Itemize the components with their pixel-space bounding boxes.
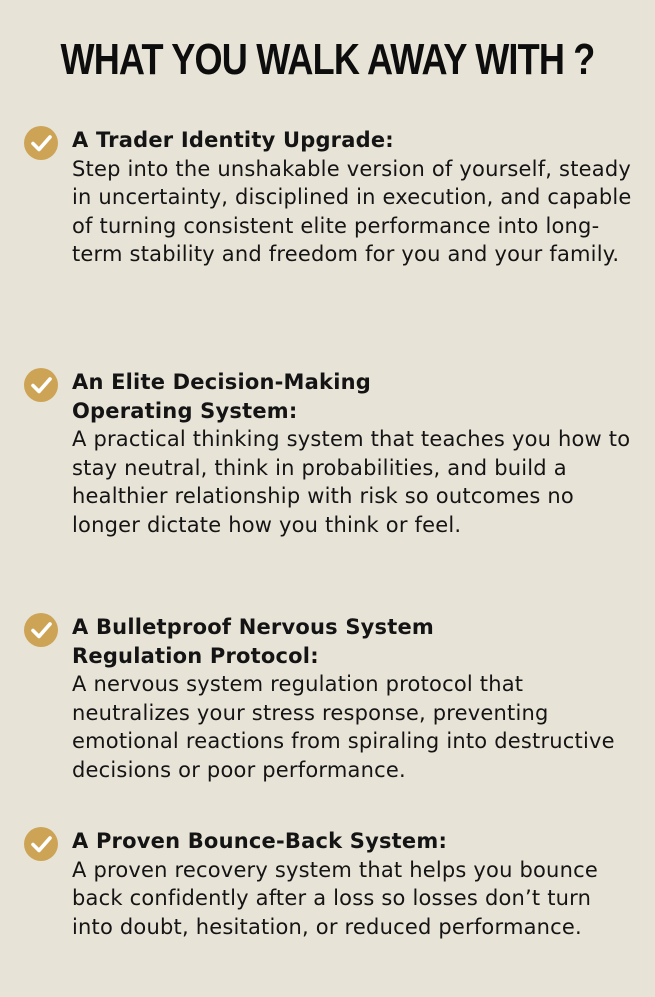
benefit-title: A Bulletproof Nervous System Regulation Protocol: (72, 615, 435, 668)
check-circle-icon (24, 827, 58, 861)
page-title: WHAT YOU WALK AWAY WITH ? (60, 35, 595, 84)
check-circle-icon (24, 368, 58, 402)
benefit-text (72, 613, 632, 784)
benefit-text (72, 126, 642, 269)
benefit-text (72, 827, 617, 941)
benefit-title: A Trader Identity Upgrade: (72, 128, 394, 152)
benefit-description: A nervous system regulation protocol that neutralizes your stress response, preventing emotional reactions from spiraling into destructive decisions or poor performance. (72, 672, 615, 782)
benefit-title: An Elite Decision-Making Operating System: (72, 370, 371, 423)
benefit-description: Step into the unshakable version of yourself, steady in uncertainty, disciplined in execution, and capable of turning consistent elite performance into long-term stability and freedom for you and your family. (72, 156, 632, 266)
benefit-text (72, 368, 632, 539)
check-circle-icon (24, 126, 58, 160)
benefit-description: A proven recovery system that helps you bounce back confidently after a loss so losses don’t turn into doubt, hesitation, or reduced performance. (72, 857, 598, 939)
benefit-description: A practical thinking system that teaches you how to stay neutral, think in probabilities, and build a healthier relationship with risk so outcomes no longer dictate how you think or feel. (72, 427, 631, 537)
benefit-title: A Proven Bounce-Back System: (72, 829, 448, 853)
check-circle-icon (24, 613, 58, 647)
